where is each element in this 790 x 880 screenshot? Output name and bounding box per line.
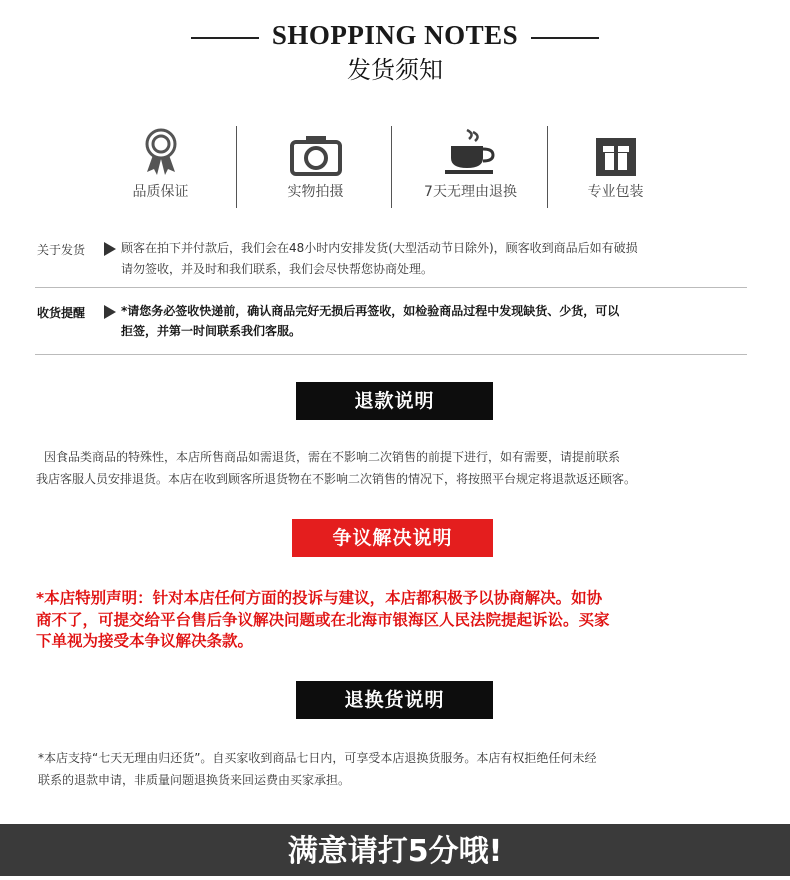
returns-text-2: 联系的退款申请，非质量问题退换货来回运费由买家承担。 <box>38 773 351 787</box>
dispute-text-3: 下单视为接受本争议解决条款。 <box>36 632 254 650</box>
shipping-label: 关于发货 <box>37 243 86 257</box>
divider <box>236 126 237 208</box>
dispute-text-1: *本店特别声明：针对本店任何方面的投诉与建议，本店都积极予以协商解决。如协 <box>36 589 603 607</box>
refund-text-1: 因食品类商品的特殊性，本店所售商品如需退货，需在不影响二次销售的前提下进行，如有需要，请提前联系 <box>44 450 621 464</box>
feature-label: 专业包装 <box>587 184 644 200</box>
feature-label: 实物拍摄 <box>287 184 344 200</box>
gift-box-icon <box>594 136 638 178</box>
returns-text-1: *本店支持“七天无理由归还货”。自买家收到商品七日内，可享受本店退换货服务。本店有权拒绝任何未经 <box>38 751 597 765</box>
receiving-text-1: *请您务必签收快递前，确认商品完好无损后再签收，如检验商品过程中发现缺货、少货，可以 <box>121 304 620 318</box>
divider-line <box>35 354 747 355</box>
receiving-text-2: 拒签，并第一时间联系我们客服。 <box>121 324 302 338</box>
divider-line <box>35 287 747 288</box>
header-title-zh: 发货须知 <box>347 56 443 84</box>
shipping-text-1: 顾客在拍下并付款后，我们会在48小时内安排发货(大型活动节日除外)，顾客收到商品后如有破损 <box>121 241 638 255</box>
refund-text-2: 我店客服人员安排退货。本店在收到顾客所退货物在不影响二次销售的情况下，将按照平台规定将退款返还顾客。 <box>36 472 637 486</box>
award-ribbon-icon <box>141 128 181 176</box>
arrow-right-icon <box>104 305 116 319</box>
header-title-en: SHOPPING NOTES <box>271 20 519 50</box>
arrow-right-icon <box>104 242 116 256</box>
feature-packaging <box>538 128 693 210</box>
camera-icon <box>290 134 342 176</box>
feature-photos <box>238 128 393 210</box>
divider <box>391 126 392 208</box>
feature-label: 品质保证 <box>132 184 189 200</box>
feature-quality <box>83 128 238 210</box>
coffee-cup-icon <box>443 128 499 176</box>
refund-title: 退款说明 <box>296 382 493 420</box>
feature-label: 7天无理由退换 <box>424 184 517 200</box>
feature-returns <box>393 128 548 210</box>
dispute-text-2: 商不了，可提交给平台售后争议解决问题或在北海市银海区人民法院提起诉讼。买家 <box>36 611 610 629</box>
dispute-title: 争议解决说明 <box>292 519 493 557</box>
shipping-text-2: 请勿签收，并及时和我们联系，我们会尽快帮您协商处理。 <box>121 262 434 276</box>
returns-title: 退换货说明 <box>296 681 493 719</box>
rating-banner: 满意请打5分哦! <box>0 824 790 876</box>
header-rule-right <box>531 37 599 39</box>
receiving-label: 收货提醒 <box>37 306 86 320</box>
